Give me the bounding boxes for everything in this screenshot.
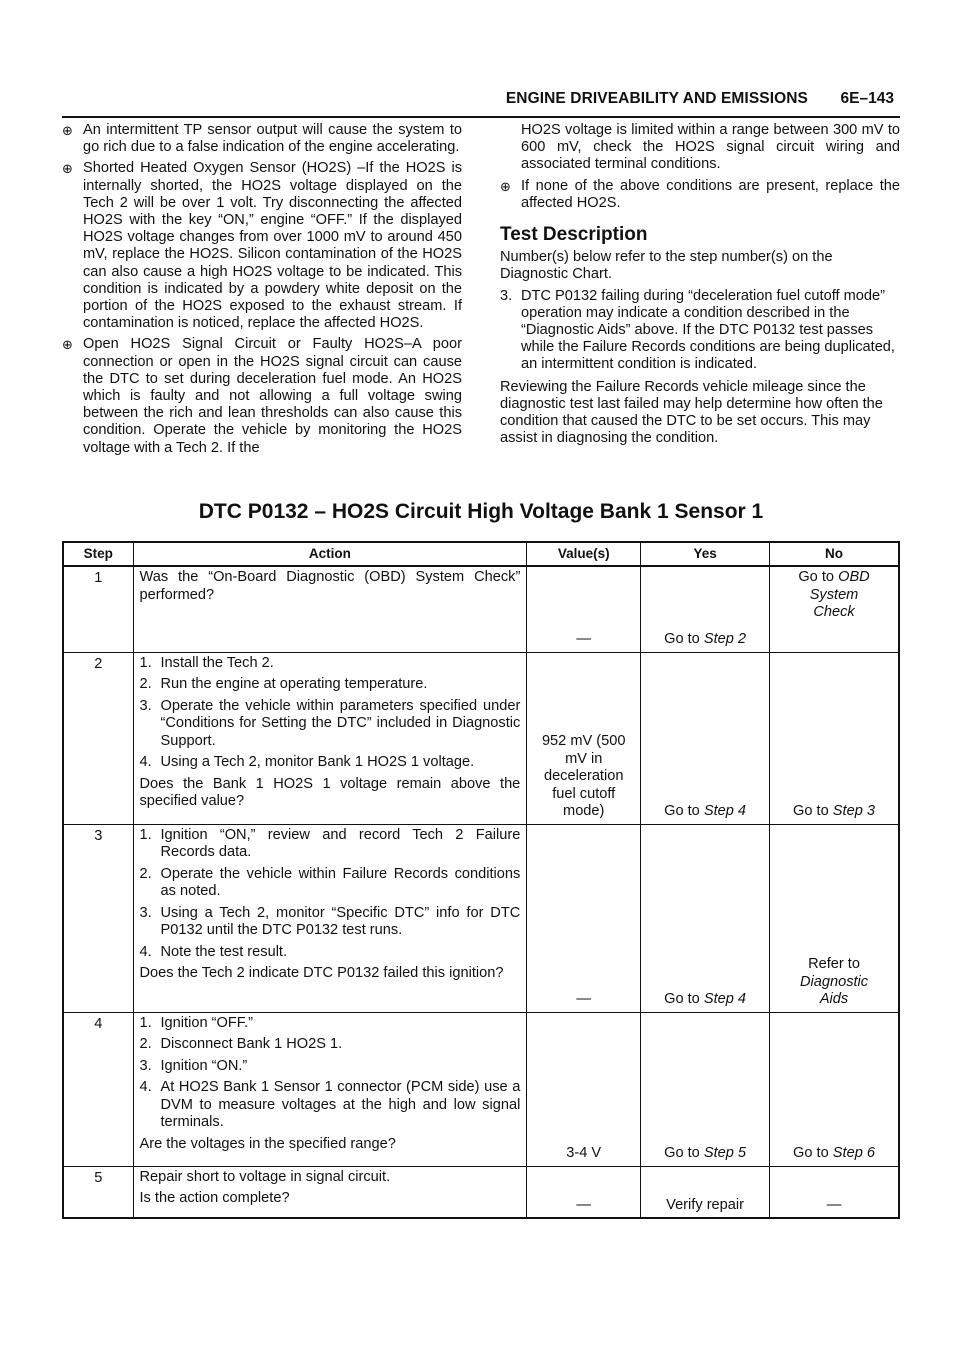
header-no: No (770, 542, 899, 566)
bullet-item: ⊕ If none of the above conditions are present, replace the affected HO2S. (500, 177, 900, 211)
yes-cell: Go to Step 4 (641, 652, 770, 824)
header-yes: Yes (641, 542, 770, 566)
step-number: 2 (63, 652, 133, 824)
page-number: 6E–143 (840, 90, 894, 107)
action-cell: 1. Ignition “ON,” review and record Tech 2 Failure Records data. 2. Operate the vehicle within Failure Records conditions as noted. 3. Using a Tech 2, monitor “Specific DTC” info for DTC P0132 until the DTC P0132 test runs. 4. Note the test result. Does the Tech 2 indicate DTC P0132 failed this ignition? (133, 824, 527, 1012)
table-row (63, 566, 899, 652)
bullet-icon: ⊕ (62, 161, 73, 177)
page-header (62, 88, 900, 118)
continued-text: HO2S voltage is limited within a range between 300 mV to 600 mV, check the HO2S signal circuit wiring and associated terminal conditions. (521, 122, 900, 173)
bullet-icon: ⊕ (62, 337, 73, 353)
bullet-item: ⊕ Shorted Heated Oxygen Sensor (HO2S) –If the HO2S is internally shorted, the HO2S voltage displayed on the Tech 2 will be over 1 volt. Try disconnecting the affected HO2S with the key “ON,” engine “OFF.” If the displayed HO2S voltage changes from over 1000 mV to around 450 mV, replace the HO2S. Silicon contamination of the HO2S can also cause a high HO2S voltage to be indicated. This condition is indicated by a powdery white deposit on the portion of the HO2S exposed to the exhaust stream. If contamination is noticed, replace the affected HO2S. (62, 160, 462, 332)
bullet-icon: ⊕ (500, 178, 511, 194)
value-cell: — (527, 1166, 641, 1218)
value-cell: 952 mV (500 mV in deceleration fuel cutoff mode) (527, 652, 641, 824)
header-values: Value(s) (527, 542, 641, 566)
table-row (63, 824, 899, 1012)
table-title: DTC P0132 – HO2S Circuit High Voltage Bank 1 Sensor 1 (198, 500, 764, 523)
step-number: 1 (63, 566, 133, 652)
header-action: Action (133, 542, 527, 566)
no-cell: — (770, 1166, 899, 1218)
table-row (63, 1166, 899, 1218)
action-cell: 1. Ignition “OFF.” 2. Disconnect Bank 1 HO2S 1. 3. Ignition “ON.” 4. At HO2S Bank 1 Sensor 1 connector (PCM side) use a DVM to measure voltages at the high and low signal terminals. Are the voltages in the specified range? (133, 1012, 527, 1166)
action-cell: Repair short to voltage in signal circuit. Is the action complete? (133, 1166, 527, 1218)
yes-cell: Go to Step 4 (641, 824, 770, 1012)
section-heading: Test Description (500, 224, 648, 246)
bullet-item: ⊕ Open HO2S Signal Circuit or Faulty HO2S–A poor connection or open in the HO2S signal circuit can cause the DTC to set during deceleration fuel mode. An HO2S which is faulty and not allowing a full voltage swing between the rich and lean thresholds can also cause this condition. Operate the vehicle by monitoring the HO2S voltage with a Tech 2. If the (62, 336, 462, 456)
value-cell: — (527, 566, 641, 652)
step-number: 5 (63, 1166, 133, 1218)
yes-cell: Verify repair (641, 1166, 770, 1218)
step-number: 4 (63, 1012, 133, 1166)
step-number: 3 (63, 824, 133, 1012)
numbered-item: 3. DTC P0132 failing during “deceleration fuel cutoff mode” operation may indicate a condition described in the “Diagnostic Aids” above. If the DTC P0132 test passes while the Failure Records conditions are being duplicated, an intermittent condition is indicated. (500, 287, 895, 373)
right-column (500, 122, 900, 451)
header-step: Step (63, 542, 133, 566)
bullet-item: ⊕ An intermittent TP sensor output will cause the system to go rich due to a false indication of the engine accelerating. (62, 122, 462, 156)
bullet-icon: ⊕ (62, 123, 73, 138)
diagnostic-table (62, 541, 900, 1219)
no-cell: Go to Step 6 (770, 1012, 899, 1166)
table-row (63, 1012, 899, 1166)
no-cell: Refer to Diagnostic Aids (770, 824, 899, 1012)
action-cell: Was the “On-Board Diagnostic (OBD) System Check” performed? (133, 566, 527, 652)
closing-paragraph: Reviewing the Failure Records vehicle mileage since the diagnostic test last failed may help determine how often the condition that caused the DTC to be set occurs. This may assist in diagnosing the condition. (500, 378, 883, 447)
table-row (63, 652, 899, 824)
intro-paragraph: Number(s) below refer to the step number(s) on the Diagnostic Chart. (500, 249, 833, 283)
value-cell: 3-4 V (527, 1012, 641, 1166)
no-cell: Go to Step 3 (770, 652, 899, 824)
section-title: ENGINE DRIVEABILITY AND EMISSIONS (505, 90, 808, 107)
yes-cell: Go to Step 2 (641, 566, 770, 652)
table-header-row (63, 542, 899, 566)
left-column (62, 122, 462, 461)
value-cell: — (527, 824, 641, 1012)
action-cell: 1. Install the Tech 2. 2. Run the engine at operating temperature. 3. Operate the vehicle within parameters specified under “Conditions for Setting the DTC” included in Diagnostic Support. 4. Using a Tech 2, monitor Bank 1 HO2S 1 voltage. Does the Bank 1 HO2S 1 voltage remain above the specified value? (133, 652, 527, 824)
no-cell: Go to OBD System Check (770, 566, 899, 652)
yes-cell: Go to Step 5 (641, 1012, 770, 1166)
